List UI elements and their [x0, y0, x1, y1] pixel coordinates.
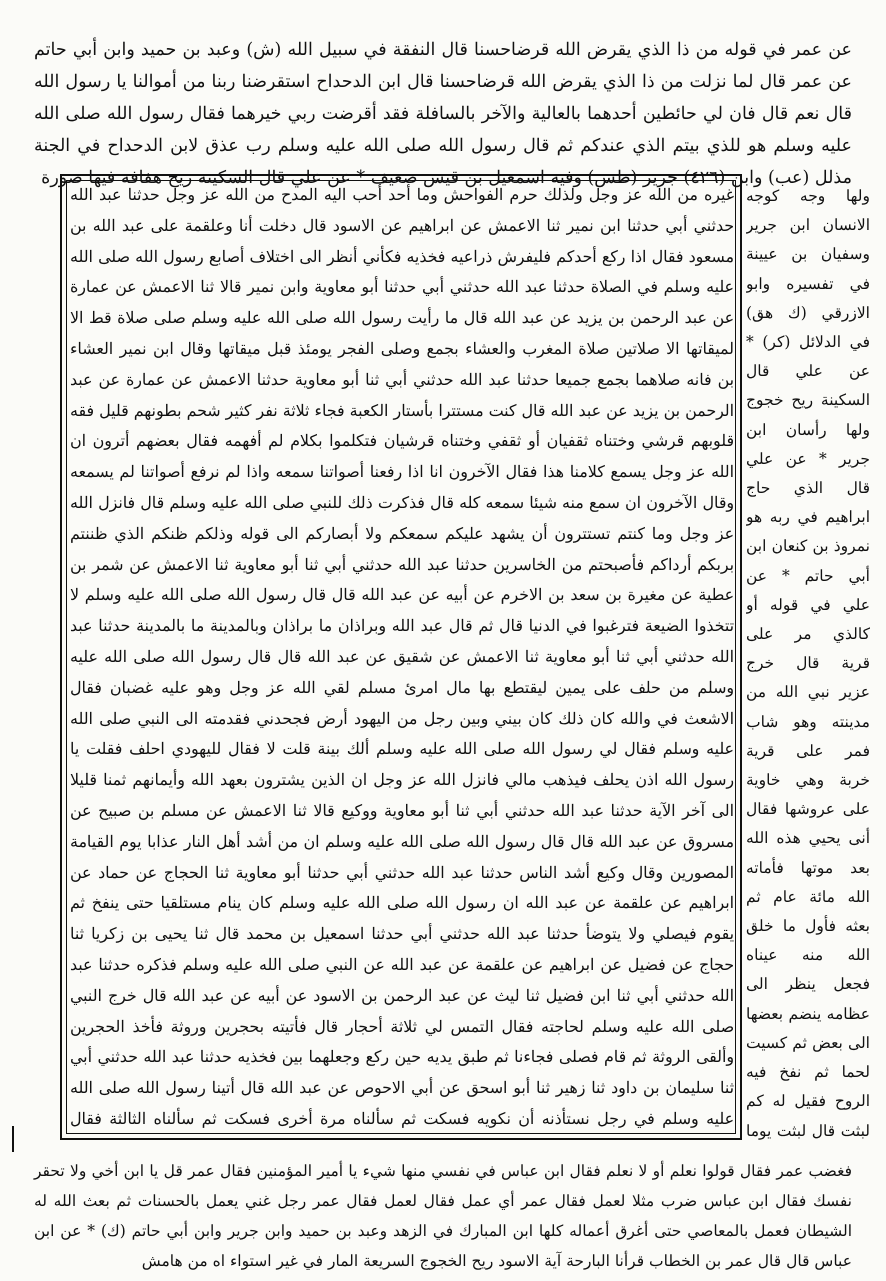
left-edge-mark — [12, 1126, 14, 1152]
main-hadith-paragraph: غيره من الله عز وجل ولذلك حرم الفواحش وما أحد أحب اليه المدح من الله عز وجل حدثنا عبد الله حدثني أبي حدثنا ابن نمير ثنا الاعمش عن ابراهيم عن الاسود قال دخلت أنا وعلقمة على عبد الله بن مسعود فقال اذا ركع أحدكم فليفرش ذراعيه فخذيه فكأني أنظر الى اختلاف أصابع رسول الله صلى الله عليه وسلم في الصلاة حدثنا عبد الله حدثني أبي حدثنا أبو معاوية وابن نمير قالا ثنا الاعمش عن عمارة عن عبد الرحمن بن يزيد عن عبد الله قال ما رأيت رسول الله صلى الله عليه وسلم صلى صلاة قط الا لميقاتها الا صلاتين صلاة المغرب والعشاء بجمع وصلى الفجر يومئذ قبل ميقاتها وقال ابن نمير العشاء بن فانه صلاهما بجمع جميعا حدثنا عبد الله حدثني أبي ثنا أبو معاوية حدثنا الاعمش عن عمارة عن عبد الرحمن بن يزيد عن عبد الله قال كنت مستترا بأستار الكعبة فجاء ثلاثة نفر كثير شحم بطونهم قليل فقه قلوبهم قرشي وختناه ثقفيان أو ثقفي وختناه قرشيان فتكلموا بكلام لم أفهمه فقال بعضهم أترون ان الله عز وجل يسمع كلامنا هذا فقال الآخرون انا اذا رفعنا أصواتنا سمعه واذا لم نرفع أصواتنا لم يسمعه وقال الآخرون ان سمع منه شيئا سمعه كله قال فذكرت ذلك للنبي صلى الله عليه وسلم قال فانزل الله عز وجل وما كنتم تستترون أن يشهد عليكم سمعكم ولا أبصاركم الى قوله وذلكم ظنكم الذي ظننتم بربكم أرداكم فأصبحتم من الخاسرين حدثنا عبد الله حدثني أبي ثنا أبو معاوية ثنا الاعمش عن شمر بن عطية عن مغيرة بن سعد بن الاخرم عن أبيه عن عبد الله قال قال رسول الله صلى الله عليه وسلم لا تتخذوا الضيعة فترغبوا في الدنيا قال ثم قال عبد الله وبراذان ما براذان وبالمدينة ما بالمدينة حدثنا عبد الله حدثني أبي ثنا أبو معاوية ثنا الاعمش عن شقيق عن عبد الله قال قال رسول الله صلى الله عليه وسلم من حلف على يمين ليقتطع بها مال امرئ مسلم لقي الله عز وجل وهو عليه غضبان فقال الاشعث في والله كان ذلك كان بيني وبين رجل من اليهود أرض فجحدني فقدمته الى النبي صلى الله عليه وسلم فقال لي رسول الله صلى الله عليه وسلم ألك بينة قلت لا فقال لليهودي احلف فقلت يا رسول الله اذن يحلف فيذهب مالي فانزل الله عز وجل ان الذين يشترون بعهد الله وأيمانهم ثمنا قليلا الى آخر الآية حدثنا عبد الله حدثني أبي ثنا أبو معاوية ووكيع قالا ثنا الاعمش عن مسلم بن صبيح عن مسروق عن عبد الله قال قال رسول الله صلى الله عليه وسلم ان من أشد أهل النار عذابا يوم القيامة المصورين وقال وكيع أشد الناس حدثنا عبد الله حدثني أبي حدثنا أبو معاوية ثنا الحجاج عن حماد عن ابراهيم عن علقمة عن عبد الله ان رسول الله صلى الله عليه وسلم كان ينام مستلقيا حتى ينفخ ثم يقوم فيصلي ولا يتوضأ حدثنا عبد الله حدثني أبي حدثنا اسمعيل بن محمد قال ثنا يحيى بن زكريا ثنا حجاج عن فضيل عن ابراهيم عن علقمة عن عبد الله عن النبي صلى الله عليه وسلم فذكره حدثنا عبد الله حدثني أبي ثنا ابن فضيل ثنا ليث عن عبد الرحمن بن الاسود عن أبيه عن عبد الله قال خرج النبي صلى الله عليه وسلم لحاجته فقال التمس لي ثلاثة أحجار قال فأتيته بحجرين وروثة فأخذ الحجرين وألقى الروثة ثم قام فصلى فجاءنا ثم طبق يديه حين ركع وجعلهما بين فخذيه حدثنا عبد الله حدثني أبي ثنا سليمان بن داود ثنا زهير ثنا أبو اسحق عن أبي الاحوص عن عبد الله قال أتينا رسول الله صلى الله عليه وسلم في رجل نستأذنه أن نكويه فسكت ثم سألناه مرة أخرى فسكت ثم سألناه الثالثة فقال — [70, 185, 734, 1128]
margin-commentary-text: ولها وجه كوجه الانسان ابن جرير وسفيان بن عيينة في تفسيره وابو الازرقي (ك هق) في الدلائل (كر) * عن علي قال السكينة ريح خجوج ولها رأسان ابن جرير * عن علي قال الذي حاج ابراهيم في ربه هو نمروذ بن كنعان ابن أبي حاتم * عن علي في قوله أو كالذي مر على قرية قال خرج عزير نبي الله من مدينته وهو شاب فمر على قرية خربة وهي خاوية على عروشها فقال أنى يحيي هذه الله بعد موتها فأماته الله مائة عام ثم بعثه فأول ما خلق الله منه عيناه فجعل ينظر الى عظامه ينضم بعضها الى بعض ثم كسيت لحما ثم نفخ فيه الروح فقيل له كم لبثت قال لبثت يوما — [746, 187, 870, 1140]
top-commentary-text: عن عمر في قوله من ذا الذي يقرض الله قرضاحسنا قال النفقة في سبيل الله (ش) وعبد بن حميد وابن أبي حاتم عن عمر قال لما نزلت من ذا الذي يقرض الله قرضاحسنا قال ابن الدحداح استقرضنا ربنا من أموالنا يا رسول الله قال نعم قال فان لي حائطين أحدهما بالعالية والآخر بالسافلة فقد أقرضت ربي خيرهما فقال رسول الله صلى الله عليه وسلم هو للذي بيتم الذي عندكم ثم قال رسول الله صلى الله عليه وسلم رب عذق لابن الدحداح في الجنة مذلل (عب) وابن (٤٢٦) جرير (طس) وفيه اسمعيل بن قيس ضعيف * عن علي قال السكينة ريح هفافة فيها صورة — [34, 40, 852, 188]
margin-commentary — [746, 182, 870, 1142]
top-commentary — [34, 34, 852, 194]
bottom-commentary — [34, 1156, 852, 1276]
main-hadith-text — [70, 180, 734, 1132]
bottom-commentary-text: فغضب عمر فقال قولوا نعلم أو لا نعلم فقال ابن عباس في نفسي منها شيء يا أمير المؤمنين فقال عمر قل يا ابن أخي ولا تحقر نفسك فقال ابن عباس ضرب مثلا لعمل فقال عمر أي عمل فقال لعمل فقال عمر رجل غني يعمل بالحسنات ثم بعث الله له الشيطان فعمل بالمعاصي حتى أغرق أعماله كلها ابن المبارك في الزهد وعبد بن حميد وابن جرير وابن أبي حاتم (ك) * عن ابن عباس قال قال عمر بن الخطاب قرأنا البارحة آية الاسود ريح الخجوج السريعة المار في غير استواء اه من هامش — [34, 1162, 852, 1270]
